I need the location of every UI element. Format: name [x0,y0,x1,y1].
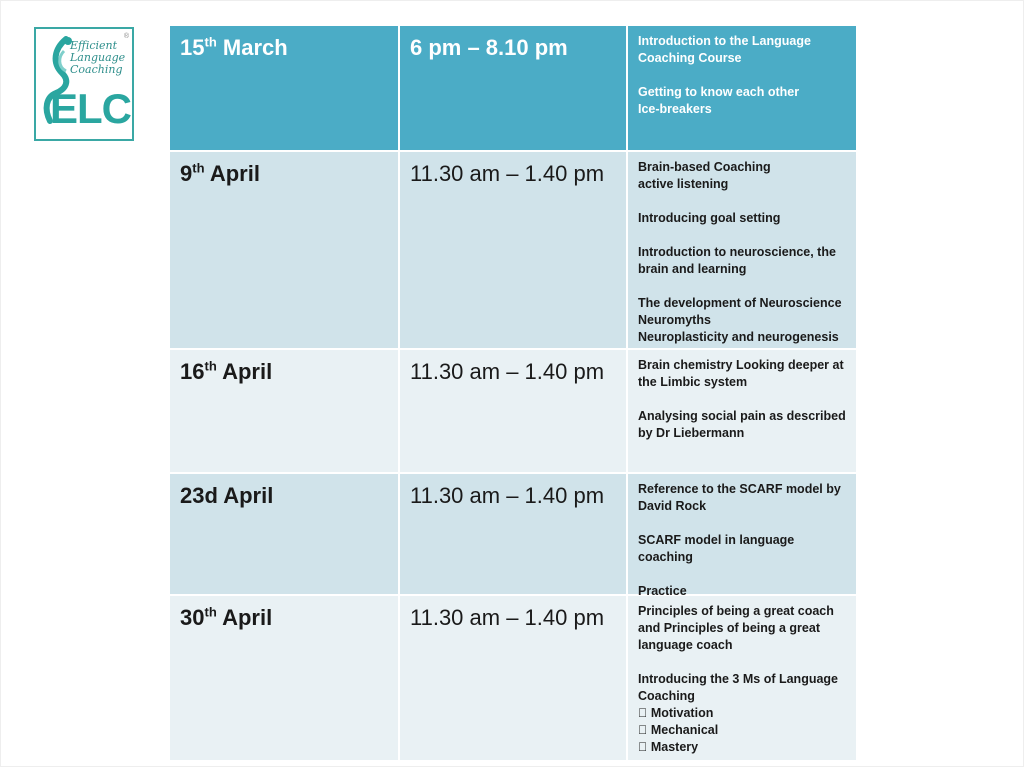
date-cell [170,474,398,594]
topic-line: by Dr Liebermann [638,426,745,440]
topic-spacer [638,193,846,210]
topic-line: SCARF model in language coaching [638,533,795,564]
time-cell [398,596,626,760]
date-month: April [222,605,273,630]
topics-cell [626,596,856,760]
topic-line: Introduction to the Language [638,34,811,48]
date-month: April [209,161,260,186]
table-row [170,472,856,598]
topic-spacer [638,391,846,408]
registered-mark: ® [123,33,129,40]
time-cell [398,26,626,150]
time-cell [398,152,626,348]
logo-word: Coaching [70,63,123,76]
table-row [170,348,856,472]
date-day: 9 [180,161,193,186]
topic-line: Coaching Course [638,51,742,65]
course-schedule-table [170,26,856,760]
topic-spacer [638,515,846,532]
date-ordinal-suffix: th [204,604,217,620]
topic-line: Brain chemistry Looking deeper at [638,358,844,372]
topic-spacer [638,654,846,671]
topic-spacer [638,67,846,84]
session-time: 11.30 am – 1.40 pm [410,483,605,508]
topic-spacer [638,278,846,295]
topic-line: brain and learning [638,262,747,276]
session-date [180,604,388,632]
topic-line:   Mastery [638,740,699,754]
date-cell [170,26,398,150]
date-cell [170,152,398,348]
topic-line: The development of Neuroscience [638,296,842,310]
topic-line: Reference to the SCARF model by [638,482,841,496]
topic-spacer [638,566,846,583]
topic-line: Practice [638,584,687,598]
topic-line: Ice-breakers [638,102,712,116]
session-time: 11.30 am – 1.40 pm [410,359,605,384]
date-month: March [222,35,288,60]
topic-line: Introduction to neuroscience, the [638,245,836,259]
session-date [180,34,388,62]
topic-line: Neuroplasticity and neurogenesis [638,330,839,344]
date-ordinal-suffix: th [204,34,217,50]
table-header-row [170,26,856,150]
topics-cell [626,152,856,348]
logo-word: Language [70,51,126,64]
date-cell [170,350,398,472]
date-day: 23d [180,483,218,508]
logo-abbreviation: ELC [50,85,131,132]
date-day: 15 [180,35,205,60]
date-day: 30 [180,605,205,630]
elc-logo [34,27,134,141]
topic-line: the Limbic system [638,375,748,389]
session-date [180,358,388,386]
session-time: 6 pm – 8.10 pm [410,35,568,60]
topic-line: Analysing social pain as described [638,409,846,423]
session-time: 11.30 am – 1.40 pm [410,161,605,186]
topic-line: active listening [638,177,729,191]
date-day: 16 [180,359,205,384]
table-row [170,594,856,760]
time-cell [398,474,626,594]
topic-line: David Rock [638,499,707,513]
topic-line: Brain-based Coaching [638,160,771,174]
topic-line: Neuromyths [638,313,711,327]
topics-cell [626,350,856,472]
time-cell [398,350,626,472]
date-ordinal-suffix: th [204,358,217,374]
date-month: April [222,359,273,384]
topic-spacer [638,227,846,244]
session-date [180,482,388,510]
topic-line: and Principles of being a great [638,621,820,635]
topic-line: language coach [638,638,733,652]
topic-line: Coaching [638,689,695,703]
topic-line: Introducing goal setting [638,211,781,225]
topic-line: Principles of being a great coach [638,604,834,618]
topic-line: Introducing the 3 Ms of Language [638,672,838,686]
topic-line:   Mechanical [638,723,719,737]
session-date [180,160,388,188]
topics-cell [626,474,856,598]
table-row [170,150,856,348]
date-month: April [223,483,274,508]
topics-cell [626,26,856,150]
date-cell [170,596,398,760]
topic-line: Getting to know each other [638,85,800,99]
logo-wordmark [70,40,134,76]
logo-word: Efficient [70,39,118,52]
session-time: 11.30 am – 1.40 pm [410,605,605,630]
date-ordinal-suffix: th [192,160,205,176]
topic-line:   Motivation [638,706,714,720]
